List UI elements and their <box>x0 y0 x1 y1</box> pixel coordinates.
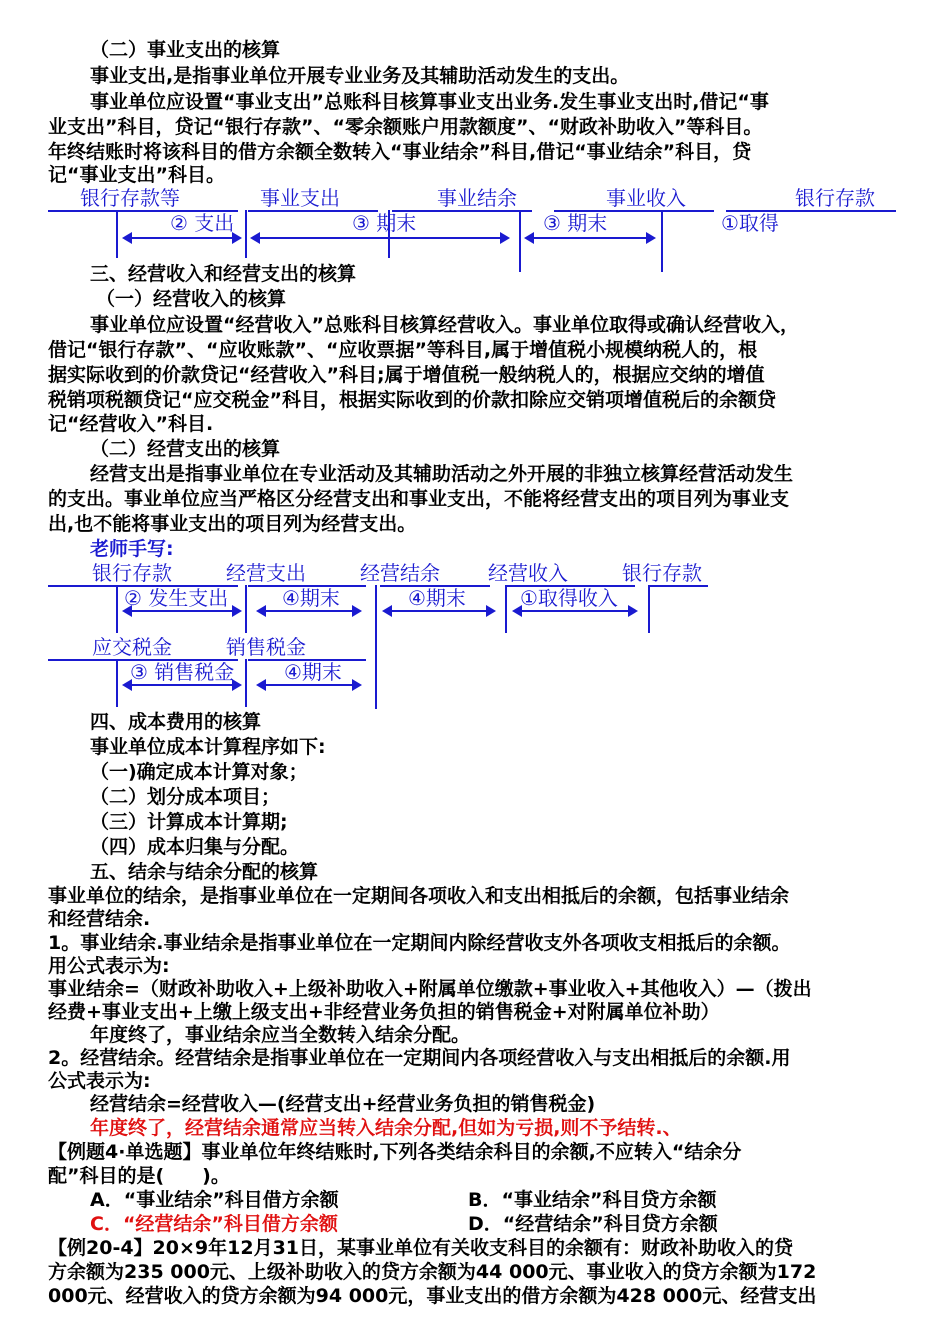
entry-label: ①取得收入 <box>520 586 618 610</box>
t-account-line <box>648 585 708 587</box>
paragraph-line: 事业单位的结余，是指事业单位在一定期间各项收入和支出相抵后的余额，包括事业结余 <box>48 885 790 907</box>
double-arrow <box>124 237 240 239</box>
account-label: 事业结余 <box>437 186 517 210</box>
paragraph-line: 事业单位成本计算程序如下: <box>90 736 326 758</box>
account-label: 经营收入 <box>488 561 568 585</box>
paragraph-line: 出,也不能将事业支出的项目列为经营支出。 <box>48 513 417 535</box>
double-arrow <box>258 610 360 612</box>
formula-line: 事业结余=（财政补助收入+上级补助收入+附属单位缴款+事业收入+其他收入）—（拨出 <box>48 978 812 1000</box>
section-heading: 三、经营收入和经营支出的核算 <box>90 263 357 285</box>
account-label: 经营结余 <box>360 561 440 585</box>
paragraph-line: 据实际收到的价款贷记“经营收入”科目;属于增值税一般纳税人的，根据应交纳的增值 <box>48 364 765 386</box>
account-label: 银行存款 <box>622 561 702 585</box>
entry-label: ①取得 <box>721 211 779 235</box>
paragraph-line: 税销项税额贷记“应交税金”科目，根据实际收到的价款扣除应交销项增值税后的余额贷 <box>48 389 776 411</box>
t-account-divider <box>245 585 247 633</box>
entry-label: ② 发生支出 <box>124 586 229 610</box>
account-label: 经营支出 <box>226 561 306 585</box>
t-account-divider <box>116 659 118 707</box>
t-account-divider <box>375 585 377 709</box>
t-account-divider <box>116 210 118 258</box>
double-arrow <box>124 684 240 686</box>
question-line: 配”科目的是( )。 <box>48 1165 230 1187</box>
double-arrow <box>384 610 494 612</box>
account-label: 银行存款 <box>795 186 875 210</box>
paragraph-line: 2。经营结余。经营结余是指事业单位在一定期间内各项经营收入与支出相抵后的余额.用 <box>48 1047 791 1069</box>
example-line: 方余额为235 000元、上级补助收入的贷方余额为44 000元、事业收入的贷方余额为172 <box>48 1261 817 1283</box>
account-label: 事业收入 <box>606 186 686 210</box>
paragraph-line: 公式表示为: <box>48 1070 151 1092</box>
option-d: D．“经营结余”科目贷方余额 <box>468 1213 718 1235</box>
entry-label: ② 支出 <box>170 211 235 235</box>
entry-label: ③ 期末 <box>352 211 417 235</box>
account-label: 事业支出 <box>260 186 340 210</box>
highlight-note: 年度终了，经营结余通常应当转入结余分配,但如为亏损,则不予结转.、 <box>90 1117 682 1139</box>
paragraph-line: 记“经营收入”科目. <box>48 413 214 435</box>
account-label: 销售税金 <box>226 635 306 659</box>
entry-label: ③ 期末 <box>543 211 608 235</box>
teacher-note: 老师手写: <box>90 538 174 560</box>
paragraph-line: 业支出”科目，贷记“银行存款”、“零余额账户用款额度”、“财政补助收入”等科目。 <box>48 116 763 138</box>
paragraph-line: 经营支出是指事业单位在专业活动及其辅助活动之外开展的非独立核算经营活动发生 <box>90 463 794 485</box>
formula-line: 经营结余=经营收入—(经营支出+经营业务负担的销售税金) <box>90 1093 596 1115</box>
list-item: （一)确定成本计算对象； <box>90 761 308 783</box>
paragraph-line: 事业单位应设置“经营收入”总账科目核算经营收入。事业单位取得或确认经营收入， <box>90 314 799 336</box>
t-account-divider <box>116 585 118 633</box>
entry-label: ④期末 <box>408 586 466 610</box>
example-line: 000元、经营收入的贷方余额为94 000元，事业支出的借方余额为428 000元、经营支出 <box>48 1285 817 1307</box>
entry-label: ③ 销售税金 <box>130 660 235 684</box>
question-line: 【例题4·单选题】事业单位年终结账时,下列各类结余科目的余额,不应转入“结余分 <box>48 1141 742 1163</box>
section-heading: （二）事业支出的核算 <box>90 39 281 61</box>
entry-label: ④期末 <box>282 586 340 610</box>
option-c: C．“经营结余”科目借方余额 <box>90 1213 338 1235</box>
double-arrow <box>258 684 360 686</box>
paragraph-line: 事业支出,是指事业单位开展专业业务及其辅助活动发生的支出。 <box>90 65 630 87</box>
paragraph-line: 用公式表示为: <box>48 955 170 977</box>
paragraph-line: 1。事业结余.事业结余是指事业单位在一定期间内除经营收支外各项收支相抵后的余额。 <box>48 932 791 954</box>
section-heading: 四、成本费用的核算 <box>90 711 262 733</box>
t-account-divider <box>245 210 247 258</box>
paragraph-line: 和经营结余. <box>48 908 151 930</box>
paragraph-line: 事业单位应设置“事业支出”总账科目核算事业支出业务.发生事业支出时,借记“事 <box>90 91 769 113</box>
option-b: B．“事业结余”科目贷方余额 <box>468 1189 717 1211</box>
account-label: 银行存款等 <box>80 186 180 210</box>
double-arrow <box>124 610 240 612</box>
formula-line: 经费+事业支出+上缴上级支出+非经营业务负担的销售税金+对附属单位补助） <box>48 1001 720 1023</box>
t-account-divider <box>245 659 247 707</box>
section-heading: 五、结余与结余分配的核算 <box>90 861 319 883</box>
list-item: （四）成本归集与分配。 <box>90 836 300 858</box>
option-a: A．“事业结余”科目借方余额 <box>90 1189 339 1211</box>
list-item: （二）划分成本项目； <box>90 786 281 808</box>
section-heading: （一）经营收入的核算 <box>96 288 287 310</box>
account-label: 银行存款 <box>92 561 172 585</box>
double-arrow <box>252 237 508 239</box>
paragraph-line: 年终结账时将该科目的借方余额全数转入“事业结余”科目,借记“事业结余”科目，贷 <box>48 141 752 163</box>
paragraph-line: 记“事业支出”科目。 <box>48 164 225 186</box>
t-account-divider <box>661 210 663 272</box>
t-account-divider <box>648 585 650 633</box>
t-account-divider <box>519 210 521 272</box>
paragraph-line: 借记“银行存款”、“应收账款”、“应收票据”等科目,属于增值税小规模纳税人的，根 <box>48 339 758 361</box>
section-heading: （二）经营支出的核算 <box>90 438 281 460</box>
entry-label: ④期末 <box>284 660 342 684</box>
example-line: 【例20-4】20×9年12月31日，某事业单位有关收支科目的余额有：财政补助收入的贷 <box>48 1237 794 1259</box>
list-item: （三）计算成本计算期; <box>90 811 288 833</box>
t-account-divider <box>505 585 507 633</box>
paragraph-line: 的支出。事业单位应当严格区分经营支出和事业支出，不能将经营支出的项目列为事业支 <box>48 488 790 510</box>
double-arrow <box>514 610 636 612</box>
double-arrow <box>526 237 654 239</box>
account-label: 应交税金 <box>92 635 172 659</box>
paragraph-line: 年度终了，事业结余应当全数转入结余分配。 <box>90 1024 471 1046</box>
